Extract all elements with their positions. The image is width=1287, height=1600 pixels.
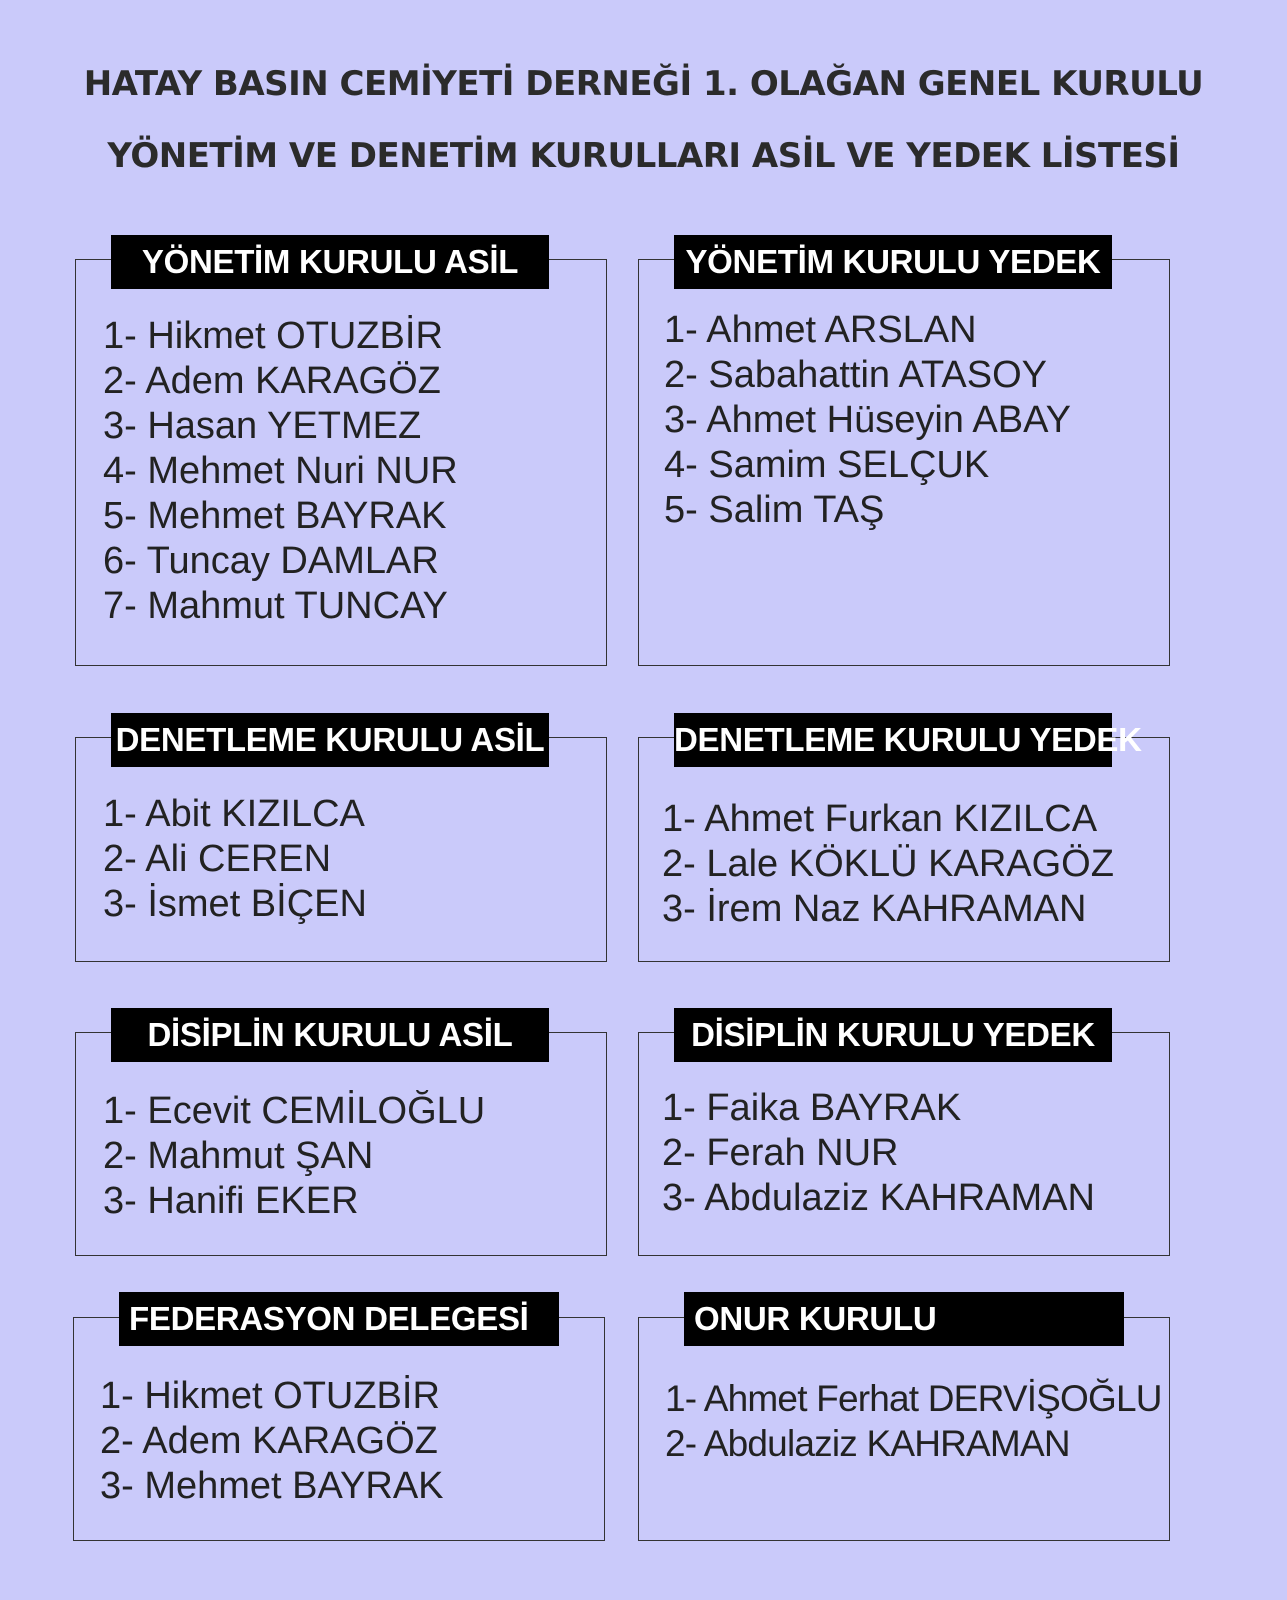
yonetim-kurulu-asil-title: YÖNETİM KURULU ASİL	[111, 235, 549, 289]
list-item: 1- Ecevit CEMİLOĞLU	[103, 1090, 486, 1132]
list-item: 5- Mehmet BAYRAK	[103, 495, 447, 537]
list-item: 3- İrem Naz KAHRAMAN	[662, 888, 1087, 930]
page-header	[0, 52, 1287, 196]
list-item: 2- Lale KÖKLÜ KARAGÖZ	[662, 843, 1114, 885]
disiplin-kurulu-yedek-list	[662, 1086, 1095, 1221]
list-item: 4- Mehmet Nuri NUR	[103, 450, 458, 492]
yonetim-kurulu-yedek-list	[664, 308, 1071, 533]
denetleme-kurulu-asil-title: DENETLEME KURULU ASİL	[111, 713, 549, 767]
denetleme-kurulu-yedek-title: DENETLEME KURULU YEDEK	[674, 713, 1112, 767]
yonetim-kurulu-asil-list	[103, 314, 458, 629]
denetleme-kurulu-yedek-list	[662, 797, 1114, 932]
denetleme-kurulu-asil-list	[103, 792, 367, 927]
list-item: 5- Salim TAŞ	[664, 489, 885, 531]
onur-kurulu-title: ONUR KURULU	[684, 1292, 1124, 1346]
header-title-line-2: YÖNETİM VE DENETİM KURULLARI ASİL VE YEDEK LİSTESİ	[107, 136, 1180, 176]
list-item: 2- Mahmut ŞAN	[103, 1135, 374, 1177]
disiplin-kurulu-asil-title: DİSİPLİN KURULU ASİL	[111, 1008, 549, 1062]
list-item: 1- Ahmet Ferhat DERVİŞOĞLU	[665, 1378, 1162, 1419]
disiplin-kurulu-yedek-title: DİSİPLİN KURULU YEDEK	[674, 1008, 1112, 1062]
list-item: 1- Ahmet ARSLAN	[664, 309, 977, 351]
list-item: 2- Adem KARAGÖZ	[100, 1420, 438, 1462]
header-title-line-1: HATAY BASIN CEMİYETİ DERNEĞİ 1. OLAĞAN GENEL KURULU	[83, 64, 1204, 104]
yonetim-kurulu-yedek-title: YÖNETİM KURULU YEDEK	[674, 235, 1112, 289]
list-item: 1- Abit KIZILCA	[103, 793, 365, 835]
list-item: 3- İsmet BİÇEN	[103, 883, 367, 925]
list-item: 3- Hasan YETMEZ	[103, 405, 422, 447]
list-item: 3- Mehmet BAYRAK	[100, 1465, 444, 1507]
list-item: 2- Adem KARAGÖZ	[103, 360, 441, 402]
list-item: 3- Abdulaziz KAHRAMAN	[662, 1177, 1095, 1219]
list-item: 4- Samim SELÇUK	[664, 444, 990, 486]
list-item: 3- Ahmet Hüseyin ABAY	[664, 399, 1071, 441]
list-item: 1- Hikmet OTUZBİR	[103, 315, 443, 357]
list-item: 3- Hanifi EKER	[103, 1180, 359, 1222]
federasyon-delegesi-title: FEDERASYON DELEGESİ	[119, 1292, 559, 1346]
federasyon-delegesi-list	[100, 1374, 444, 1509]
list-item: 2- Sabahattin ATASOY	[664, 354, 1048, 396]
list-item: 1- Hikmet OTUZBİR	[100, 1375, 440, 1417]
list-item: 2- Abdulaziz KAHRAMAN	[665, 1423, 1070, 1464]
list-item: 7- Mahmut TUNCAY	[103, 585, 448, 627]
list-item: 2- Ali CEREN	[103, 838, 332, 880]
list-item: 1- Faika BAYRAK	[662, 1087, 962, 1129]
list-item: 2- Ferah NUR	[662, 1132, 899, 1174]
disiplin-kurulu-asil-list	[103, 1089, 485, 1224]
list-item: 1- Ahmet Furkan KIZILCA	[662, 798, 1098, 840]
list-item: 6- Tuncay DAMLAR	[103, 540, 439, 582]
onur-kurulu-list	[665, 1376, 1162, 1466]
